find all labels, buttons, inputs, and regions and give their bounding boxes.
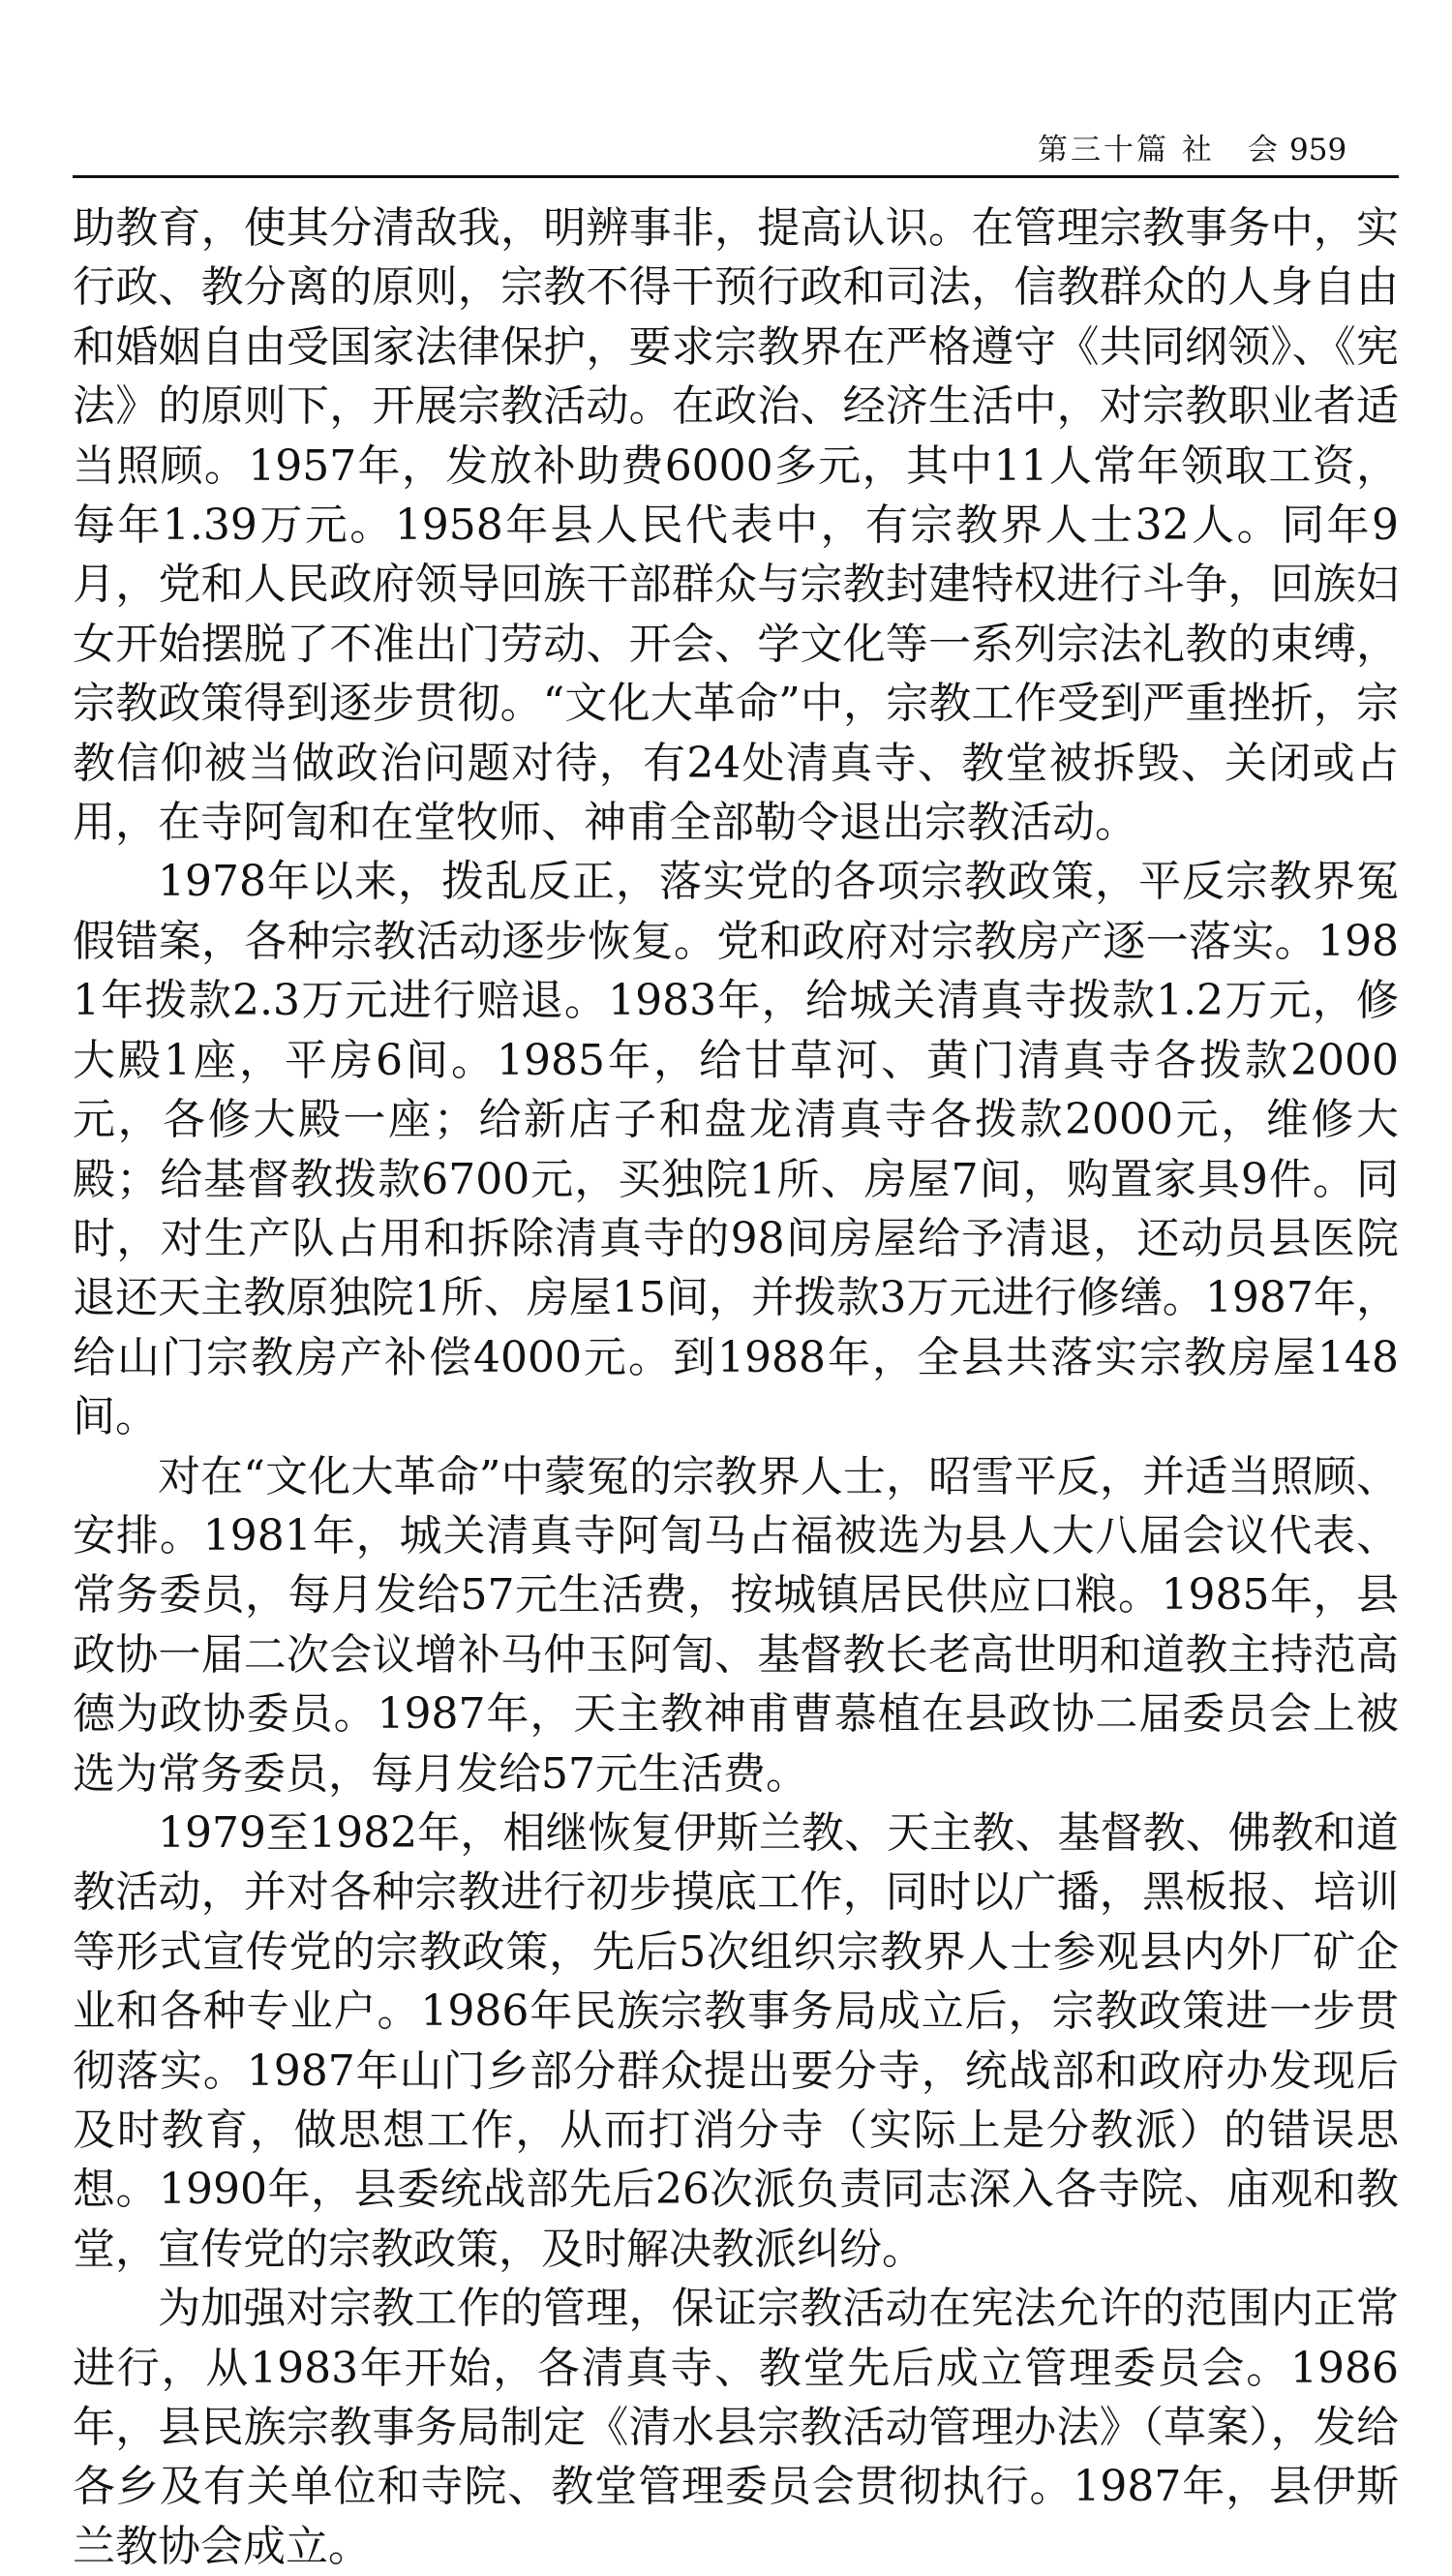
paragraph-property-restitution: 1978年以来，拨乱反正，落实党的各项宗教政策，平反宗教界冤假错案，各种宗教活动逐步恢复。党和政府对宗教房产逐一落实。1981年拨款2.3万元进行赔退。1983年，给城关清真寺拨款1.2万元，修大殿1座，平房6间。1985年，给甘草河、黄门清真寺各拨款2000元，各修大殿一座；给新店子和盘龙清真寺各拨款2000元，维修大殿；给基督教拨款6700元，买独院1所、房屋7间，购置家具9件。同时，对生产队占用和拆除清真寺的98间房屋给予清退，还动员县医院退还天主教原独院1所、房屋15间，并拨款3万元进行修缮。1987年，给山门宗教房产补偿4000元。到1988年，全县共落实宗教房屋148间。	[73, 857, 1399, 1442]
page-number: 959	[1289, 133, 1347, 167]
paragraph-continuation: 助教育，使其分清敌我，明辨事非，提高认识。在管理宗教事务中，实行政、教分离的原则，宗教不得干预行政和司法，信教群众的人身自由和婚姻自由受国家法律保护，要求宗教界在严格遵守《共同纲领》、《宪法》的原则下，开展宗教活动。在政治、经济生活中，对宗教职业者适当照顾。1957年，发放补助费6000多元，其中11人常年领取工资，每年1.39万元。1958年县人民代表中，有宗教界人士32人。同年9月，党和人民政府领导回族干部群众与宗教封建特权进行斗争，回族妇女开始摆脱了不准出门劳动、开会、学文化等一系列宗法礼教的束缚，宗教政策得到逐步贯彻。“文化大革命”中，宗教工作受到严重挫折，宗教信仰被当做政治问题对待，有24处清真寺、教堂被拆毁、关闭或占用，在寺阿訇和在堂牧师、神甫全部勒令退出宗教活动。	[73, 203, 1399, 848]
chapter-title: 第三十篇 社 会	[1038, 133, 1281, 167]
paragraph-rehabilitation: 对在“文化大革命”中蒙冤的宗教界人士，昭雪平反，并适当照顾、安排。1981年，城关清真寺阿訇马占福被选为县人大八届会议代表、常务委员，每月发给57元生活费，按城镇居民供应口粮。1985年，县政协一届二次会议增补马仲玉阿訇、基督教长老高世明和道教主持范高德为政协委员。1987年，天主教神甫曹慕植在县政协二届委员会上被选为常务委员，每月发给57元生活费。	[73, 1451, 1399, 1799]
paragraph-management-committees: 为加强对宗教工作的管理，保证宗教活动在宪法允许的范围内正常进行，从1983年开始，各清真寺、教堂先后成立管理委员会。1986年，县民族宗教事务局制定《清水县宗教活动管理办法》（草案），发给各乡及有关单位和寺院、教堂管理委员会贯彻执行。1987年，县伊斯兰教协会成立。	[73, 2284, 1399, 2571]
header-rule	[73, 175, 1399, 178]
body-text	[73, 198, 1399, 2576]
running-header	[1038, 126, 1386, 174]
paragraph-religious-activities: 1979至1982年，相继恢复伊斯兰教、天主教、基督教、佛教和道教活动，并对各种宗教进行初步摸底工作，同时以广播，黑板报、培训等形式宣传党的宗教政策，先后5次组织宗教界人士参观县内外厂矿企业和各种专业户。1986年民族宗教事务局成立后，宗教政策进一步贯彻落实。1987年山门乡部分群众提出要分寺，统战部和政府办发现后及时教育，做思想工作，从而打消分寺（实际上是分教派）的错误思想。1990年，县委统战部先后26次派负责同志深入各寺院、庙观和教堂，宣传党的宗教政策，及时解决教派纠纷。	[73, 1807, 1399, 2274]
